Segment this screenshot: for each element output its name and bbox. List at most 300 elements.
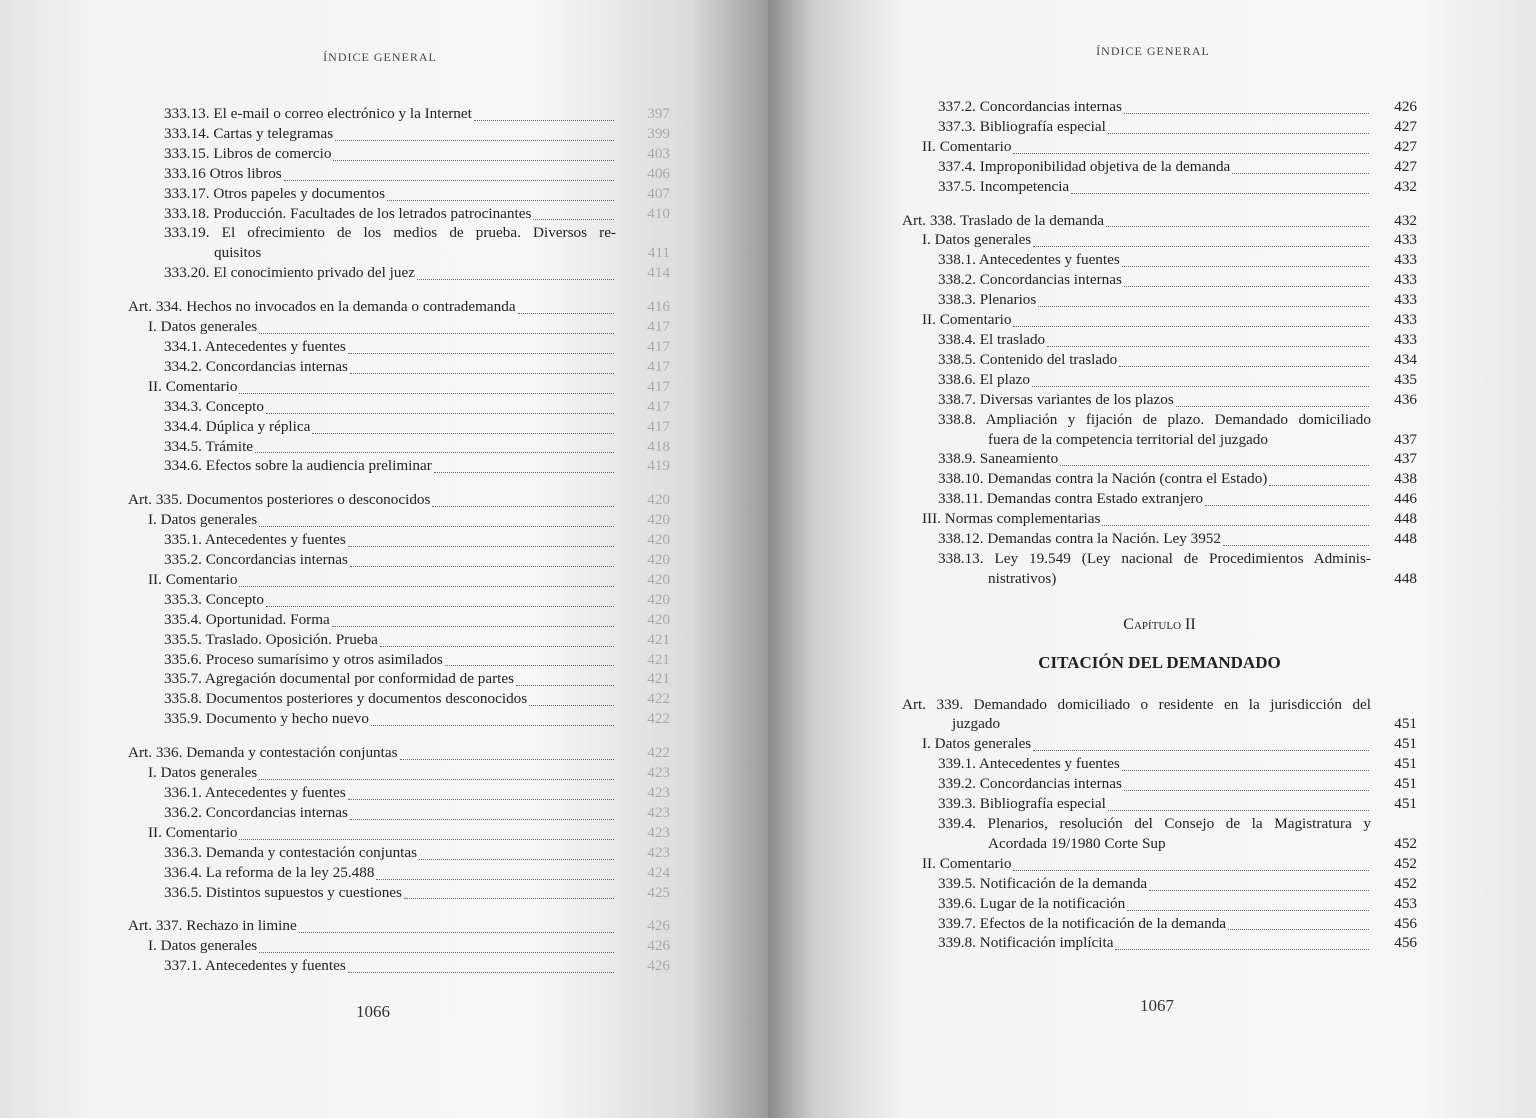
dot-leader	[1108, 125, 1369, 134]
toc-entry[interactable]	[128, 317, 670, 337]
toc-entry-page: 417	[647, 377, 670, 395]
toc-entry[interactable]	[902, 933, 1417, 953]
toc-entry-title: 338.3. Plenarios	[938, 291, 1037, 309]
toc-entry-page: 451	[1394, 735, 1417, 753]
toc-entry[interactable]	[902, 854, 1417, 874]
dot-leader	[259, 944, 614, 953]
toc-entry[interactable]	[902, 290, 1417, 310]
toc-entry-page: 410	[647, 204, 670, 222]
toc-entry-page: 422	[647, 710, 670, 728]
dot-leader	[1071, 185, 1369, 194]
toc-entry-title: 335.9. Documento y hecho nuevo	[164, 710, 369, 728]
toc-entry[interactable]	[902, 449, 1417, 469]
toc-entry[interactable]	[902, 529, 1417, 549]
toc-entry-page: 420	[647, 511, 670, 529]
toc-entry[interactable]	[902, 157, 1417, 177]
toc-entry[interactable]	[902, 390, 1417, 410]
toc-entry-page: 421	[647, 670, 670, 688]
toc-entry-page: 420	[647, 531, 670, 549]
page-number: 1066	[356, 1002, 390, 1021]
toc-entry-title: 338.13. Ley 19.549 (Ley nacional de Procedimientos Adminis-	[938, 549, 1371, 567]
dot-leader	[1122, 762, 1369, 771]
toc-entry-title: 333.16 Otros libros	[164, 164, 282, 182]
toc-entry-title: I. Datos generales	[148, 318, 258, 336]
toc-entry-title: 335.7. Agregación documental por conformidad de partes	[164, 670, 515, 688]
toc-entry-title: 333.17. Otros papeles y documentos	[164, 184, 386, 202]
toc-entry-title: 336.5. Distintos supuestos y cuestiones	[164, 883, 402, 901]
toc-entry[interactable]	[902, 774, 1417, 794]
toc-entry-title: II. Comentario	[148, 377, 238, 395]
toc-entry-page: 448	[1394, 569, 1417, 587]
toc-entry[interactable]	[128, 823, 670, 843]
toc-entry-title-cont: fuera de la competencia territorial del juzgado	[988, 430, 1268, 448]
toc-entry-page: 418	[647, 437, 670, 455]
toc-entry[interactable]	[902, 509, 1417, 529]
toc-entry-page: 433	[1394, 231, 1417, 249]
section-gap	[128, 283, 670, 297]
dot-leader	[348, 345, 614, 354]
dot-leader	[1047, 338, 1369, 347]
toc-entry[interactable]	[128, 144, 670, 164]
toc-entry[interactable]	[128, 763, 670, 783]
toc-entry-page: 417	[647, 357, 670, 375]
toc-entry[interactable]	[902, 270, 1417, 290]
toc-entry[interactable]	[902, 549, 1417, 589]
toc-entry-page: 427	[1394, 117, 1417, 135]
toc-entry[interactable]	[128, 263, 670, 283]
toc-entry-title: 338.5. Contenido del traslado	[938, 350, 1118, 368]
toc-entry-page: 427	[1394, 137, 1417, 155]
toc-entry-title: 338.1. Antecedentes y fuentes	[938, 251, 1120, 269]
toc-entry-page: 416	[647, 298, 670, 316]
toc-entry-page: 397	[647, 105, 670, 122]
toc-entry-title: Art. 335. Documentos posteriores o desconocidos	[128, 491, 431, 509]
toc-entry[interactable]	[902, 814, 1417, 854]
toc-entry-title: 339.7. Efectos de la notificación de la demanda	[938, 914, 1227, 932]
section-gap	[128, 476, 670, 490]
dot-leader	[1124, 278, 1369, 287]
toc-entry[interactable]	[128, 204, 670, 224]
toc-entry-page: 451	[1394, 795, 1417, 813]
dot-leader	[533, 211, 614, 220]
toc-entry-title: 337.3. Bibliografía especial	[938, 117, 1106, 135]
toc-entry-page: 417	[647, 318, 670, 336]
toc-entry-page: 446	[1394, 490, 1417, 508]
toc-entry-page: 423	[647, 784, 670, 801]
dot-leader	[516, 677, 614, 686]
dot-leader	[1176, 398, 1369, 407]
toc-entry[interactable]	[902, 117, 1417, 137]
dot-leader	[404, 890, 614, 899]
toc-entry[interactable]	[128, 124, 670, 144]
toc-entry-title: II. Comentario	[148, 823, 238, 841]
dot-leader	[1122, 258, 1369, 267]
dot-leader	[1124, 105, 1369, 114]
toc-section	[902, 97, 1417, 589]
toc-entry-title: 333.18. Producción. Facultades de los letrados patrocinantes	[164, 204, 532, 222]
toc-entry-page: 433	[1394, 311, 1417, 329]
dot-leader	[239, 578, 614, 587]
toc-entry[interactable]	[902, 410, 1417, 450]
toc-entry-title: 338.6. El plazo	[938, 370, 1030, 388]
toc-entry-page: 426	[647, 937, 670, 955]
toc-entry[interactable]	[902, 894, 1417, 914]
toc-entry-page: 423	[647, 803, 670, 821]
toc-entry-title: 335.8. Documentos posteriores y documentos desconocidos	[164, 690, 528, 708]
page-number: 1067	[1140, 996, 1174, 1015]
dot-leader	[1269, 477, 1369, 486]
toc-entry-page: 437	[1394, 450, 1417, 468]
toc-entry[interactable]	[128, 437, 670, 457]
toc-entry-page: 451	[1394, 755, 1417, 773]
toc-entry-page: 448	[1394, 510, 1417, 528]
toc-entry-title: 338.12. Demandas contra la Nación. Ley 3952	[938, 530, 1221, 548]
toc-entry-title: 337.4. Improponibilidad objetiva de la demanda	[938, 157, 1231, 175]
dot-leader	[312, 425, 614, 434]
toc-entry[interactable]	[902, 330, 1417, 350]
section-gap	[128, 729, 670, 743]
toc-entry-title-cont: Acordada 19/1980 Corte Sup	[988, 834, 1166, 852]
toc-entry[interactable]	[128, 669, 670, 689]
toc-entry[interactable]	[128, 936, 670, 956]
dot-leader	[239, 831, 614, 840]
toc-entry-title-cont: nistrativos)	[988, 569, 1057, 587]
toc-entry-title: I. Datos generales	[922, 735, 1032, 753]
toc-entry-title: 336.3. Demanda y contestación conjuntas	[164, 843, 418, 861]
toc-entry-title: II. Comentario	[922, 137, 1012, 155]
toc-entry[interactable]	[902, 177, 1417, 197]
dot-leader	[387, 192, 614, 201]
dot-leader	[1032, 378, 1369, 387]
toc-entry[interactable]	[128, 570, 670, 590]
toc-entry-title: 333.15. Libros de comercio	[164, 144, 332, 162]
toc-entry-title: 339.6. Lugar de la notificación	[938, 894, 1126, 912]
toc-entry-title: 338.4. El traslado	[938, 330, 1046, 348]
toc-entry-title: II. Comentario	[922, 311, 1012, 329]
toc-entry[interactable]	[902, 230, 1417, 250]
toc-entry[interactable]	[128, 689, 670, 709]
dot-leader	[371, 717, 614, 726]
dot-leader	[348, 791, 614, 800]
toc-entry-page: 422	[647, 744, 670, 762]
toc-entry-page: 448	[1394, 530, 1417, 548]
toc-entry-title: I. Datos generales	[148, 764, 258, 782]
dot-leader	[333, 152, 614, 161]
toc-entry[interactable]	[902, 97, 1417, 117]
toc-entry-page: 432	[1394, 211, 1417, 229]
toc-entry-title: 333.19. El ofrecimiento de los medios de prueba. Diversos re-	[164, 224, 616, 242]
toc-entry-page: 452	[1394, 854, 1417, 872]
right-page	[768, 0, 1536, 1118]
toc-entry-title: 337.2. Concordancias internas	[938, 98, 1122, 115]
toc-entry[interactable]	[128, 164, 670, 184]
dot-leader	[1127, 902, 1369, 911]
toc-entry-page: 417	[647, 417, 670, 435]
dot-leader	[380, 638, 614, 647]
dot-leader	[1228, 921, 1369, 930]
running-header: ÍNDICE GENERAL	[1096, 44, 1210, 58]
toc-entry-title: 334.3. Concepto	[164, 397, 264, 415]
running-header: ÍNDICE GENERAL	[323, 50, 437, 64]
toc-entry-title: 335.6. Proceso sumarísimo y otros asimilados	[164, 650, 443, 668]
toc-entry-page: 411	[647, 244, 670, 262]
toc-entry-page: 417	[647, 337, 670, 355]
toc-entry-title: 339.4. Plenarios, resolución del Consejo de la Magistratura y	[938, 815, 1371, 832]
dot-leader	[266, 405, 614, 414]
toc-entry-page: 433	[1394, 251, 1417, 269]
toc-entry-title: III. Normas complementarias	[922, 510, 1101, 528]
toc-entry[interactable]	[902, 211, 1417, 231]
toc-entry-page: 453	[1394, 894, 1417, 912]
toc-entry[interactable]	[902, 794, 1417, 814]
toc-entry[interactable]	[128, 916, 670, 936]
dot-leader	[1232, 165, 1369, 174]
toc-entry-page: 421	[647, 650, 670, 668]
toc-entry[interactable]	[902, 874, 1417, 894]
toc-entry-page: 425	[647, 883, 670, 901]
toc-entry[interactable]	[128, 783, 670, 803]
dot-leader	[432, 498, 614, 507]
toc-entry-page: 426	[647, 957, 670, 975]
toc-entry[interactable]	[128, 709, 670, 729]
toc-entry-title: 339.8. Notificación implícita	[938, 934, 1114, 952]
dot-leader	[434, 464, 614, 473]
dot-leader	[335, 132, 614, 141]
toc-entry[interactable]	[128, 510, 670, 530]
toc-entry-title: 338.2. Concordancias internas	[938, 271, 1122, 289]
toc-entry[interactable]	[902, 137, 1417, 157]
dot-leader	[419, 851, 614, 860]
toc-entry[interactable]	[902, 469, 1417, 489]
toc-entry-page: 437	[1394, 430, 1417, 448]
toc-entry-title: I. Datos generales	[148, 937, 258, 955]
toc-entry-title: I. Datos generales	[148, 511, 258, 529]
dot-leader	[255, 444, 614, 453]
toc-entry-page: 434	[1394, 350, 1417, 368]
toc-entry[interactable]	[128, 883, 670, 903]
dot-leader	[1149, 882, 1369, 891]
dot-leader	[348, 964, 614, 973]
toc-entry-title: 338.8. Ampliación y fijación de plazo. Demandado domiciliado	[938, 410, 1371, 428]
toc-entry-title: 334.1. Antecedentes y fuentes	[164, 337, 346, 355]
toc-entry-title: 335.4. Oportunidad. Forma	[164, 610, 330, 628]
dot-leader	[1119, 358, 1369, 367]
toc-entry-page: 438	[1394, 470, 1417, 488]
toc-entry-page: 421	[647, 630, 670, 648]
dot-leader	[1013, 145, 1369, 154]
toc-entry-page: 427	[1394, 157, 1417, 175]
toc-entry-title: 334.5. Trámite	[164, 437, 254, 455]
dot-leader	[1223, 537, 1369, 546]
toc-entry-title: 338.7. Diversas variantes de los plazos	[938, 390, 1174, 408]
toc-entry[interactable]	[902, 489, 1417, 509]
dot-leader	[1102, 517, 1369, 526]
toc-entry-page: 417	[647, 397, 670, 415]
toc-entry-title: 334.6. Efectos sobre la audiencia preliminar	[164, 457, 432, 475]
dot-leader	[332, 618, 614, 627]
toc-entry-page: 452	[1394, 874, 1417, 892]
toc-entry-title: 334.2. Concordancias internas	[164, 357, 348, 375]
toc-entry[interactable]	[902, 914, 1417, 934]
toc-entry[interactable]	[128, 184, 670, 204]
dot-leader	[518, 305, 614, 314]
toc-entry[interactable]	[128, 357, 670, 377]
dot-leader	[239, 385, 614, 394]
dot-leader	[1038, 298, 1369, 307]
toc-entry-title: 338.9. Saneamiento	[938, 450, 1059, 468]
toc-entry-title: 333.20. El conocimiento privado del juez	[164, 264, 415, 282]
toc-entry-title: Art. 339. Demandado domiciliado o residente en la jurisdicción del	[902, 695, 1371, 713]
section-gap	[128, 902, 670, 916]
toc-entry[interactable]	[128, 590, 670, 610]
toc-entry-title: Art. 334. Hechos no invocados en la demanda o contrademanda	[128, 298, 516, 316]
table-of-contents	[128, 104, 670, 976]
toc-entry[interactable]	[128, 863, 670, 883]
toc-entry[interactable]	[128, 417, 670, 437]
toc-entry[interactable]	[128, 490, 670, 510]
toc-entry[interactable]	[128, 397, 670, 417]
toc-entry-title: 333.13. El e-mail o correo electrónico y la Internet	[164, 105, 472, 122]
toc-entry-page: 436	[1394, 390, 1417, 408]
toc-entry[interactable]	[128, 104, 670, 124]
toc-entry[interactable]	[902, 310, 1417, 330]
toc-entry[interactable]	[128, 610, 670, 630]
toc-entry[interactable]	[128, 743, 670, 763]
toc-entry-title: 337.5. Incompetencia	[938, 177, 1070, 195]
toc-entry-page: 423	[647, 843, 670, 861]
toc-entry-title: 336.4. La reforma de la ley 25.488	[164, 863, 375, 881]
toc-entry-page: 423	[647, 764, 670, 782]
dot-leader	[350, 558, 614, 567]
toc-entry[interactable]	[128, 456, 670, 476]
dot-leader	[1033, 742, 1369, 751]
toc-entry[interactable]	[902, 350, 1417, 370]
toc-entry[interactable]	[902, 370, 1417, 390]
toc-entry-page: 451	[1394, 715, 1417, 733]
toc-entry-title: 334.4. Dúplica y réplica	[164, 417, 311, 435]
dot-leader	[259, 518, 614, 527]
toc-entry-title: Art. 337. Rechazo in limine	[128, 917, 297, 935]
toc-entry-title: 339.2. Concordancias internas	[938, 775, 1122, 793]
dot-leader	[1115, 941, 1369, 950]
toc-entry[interactable]	[902, 734, 1417, 754]
dot-leader	[1013, 318, 1369, 327]
toc-entry-title: II. Comentario	[922, 854, 1012, 872]
toc-entry-page: 419	[647, 457, 670, 475]
toc-entry[interactable]	[128, 337, 670, 357]
toc-entry-page: 420	[647, 610, 670, 628]
dot-leader	[1124, 782, 1369, 791]
toc-entry-title: 337.1. Antecedentes y fuentes	[164, 957, 346, 975]
toc-entry[interactable]	[128, 550, 670, 570]
toc-entry-title: 338.11. Demandas contra Estado extranjero	[938, 490, 1204, 508]
toc-entry-title: 336.2. Concordancias internas	[164, 803, 348, 821]
dot-leader	[445, 657, 614, 666]
toc-entry-page: 435	[1394, 370, 1417, 388]
toc-entry-page: 420	[647, 570, 670, 588]
toc-entry-page: 456	[1394, 914, 1417, 932]
toc-entry[interactable]	[128, 843, 670, 863]
toc-entry[interactable]	[902, 754, 1417, 774]
dot-leader	[400, 751, 614, 760]
dot-leader	[1013, 862, 1369, 871]
toc-entry[interactable]	[128, 297, 670, 317]
toc-entry-page: 414	[647, 264, 670, 282]
toc-entry[interactable]	[128, 956, 670, 976]
toc-entry-title: 339.1. Antecedentes y fuentes	[938, 755, 1120, 773]
toc-entry-title: Art. 336. Demanda y contestación conjuntas	[128, 744, 398, 762]
toc-entry-title: 338.10. Demandas contra la Nación (contra el Estado)	[938, 470, 1268, 488]
toc-entry[interactable]	[128, 223, 670, 263]
toc-entry-page: 420	[647, 491, 670, 509]
toc-entry[interactable]	[128, 803, 670, 823]
dot-leader	[299, 924, 614, 933]
toc-entry-page: 451	[1394, 775, 1417, 793]
dot-leader	[1108, 802, 1369, 811]
dot-leader	[1106, 218, 1369, 227]
dot-leader	[1060, 457, 1369, 466]
toc-entry-title: 335.3. Concepto	[164, 590, 264, 608]
toc-entry-page: 407	[647, 184, 670, 202]
dot-leader	[266, 598, 614, 607]
toc-entry-page: 420	[647, 590, 670, 608]
section-gap	[902, 197, 1417, 211]
toc-entry-title: 339.5. Notificación de la demanda	[938, 874, 1148, 892]
toc-entry-title-cont: juzgado	[952, 715, 1001, 733]
toc-section	[902, 695, 1417, 954]
toc-entry-page: 433	[1394, 330, 1417, 348]
toc-entry[interactable]	[128, 630, 670, 650]
toc-entry-page: 424	[647, 863, 670, 881]
toc-entry-title: 335.1. Antecedentes y fuentes	[164, 531, 346, 549]
dot-leader	[474, 112, 614, 121]
toc-entry-title-cont: quisitos	[214, 244, 262, 262]
table-of-contents	[902, 97, 1417, 953]
toc-entry-title: 336.1. Antecedentes y fuentes	[164, 784, 346, 801]
toc-entry-page: 426	[1394, 98, 1417, 115]
toc-entry-page: 433	[1394, 291, 1417, 309]
toc-entry-title: 333.14. Cartas y telegramas	[164, 124, 334, 142]
toc-entry-page: 426	[647, 917, 670, 935]
dot-leader	[1205, 497, 1369, 506]
toc-entry-title: II. Comentario	[148, 570, 238, 588]
dot-leader	[350, 811, 614, 820]
toc-entry-title: 339.3. Bibliografía especial	[938, 795, 1106, 813]
dot-leader	[259, 771, 614, 780]
toc-entry[interactable]	[128, 530, 670, 550]
toc-entry[interactable]	[902, 250, 1417, 270]
dot-leader	[259, 325, 614, 334]
dot-leader	[350, 365, 614, 374]
toc-entry-page: 403	[647, 144, 670, 162]
toc-entry-page: 406	[647, 164, 670, 182]
toc-entry[interactable]	[902, 695, 1417, 735]
toc-entry-page: 423	[647, 823, 670, 841]
dot-leader	[284, 172, 614, 181]
toc-entry[interactable]	[128, 377, 670, 397]
toc-entry-page: 432	[1394, 177, 1417, 195]
toc-entry-title: 335.5. Traslado. Oposición. Prueba	[164, 630, 378, 648]
dot-leader	[348, 538, 614, 547]
dot-leader	[417, 271, 614, 280]
toc-entry-page: 433	[1394, 271, 1417, 289]
dot-leader	[376, 871, 614, 880]
chapter-title: CITACIÓN DEL DEMANDADO	[1038, 652, 1281, 672]
toc-entry-page: 422	[647, 690, 670, 708]
toc-entry-title: 335.2. Concordancias internas	[164, 551, 348, 569]
toc-entry-page: 399	[647, 124, 670, 142]
toc-entry[interactable]	[128, 650, 670, 670]
